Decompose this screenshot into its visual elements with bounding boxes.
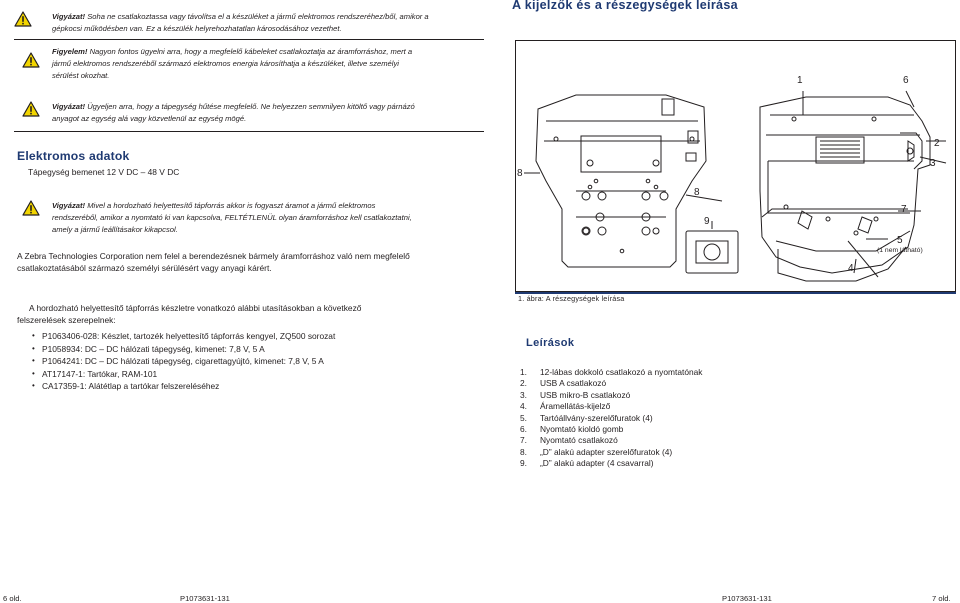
list-item-text: „D” alakú adapter (4 csavarral): [540, 458, 654, 469]
list-item-text: USB A csatlakozó: [540, 378, 607, 389]
list-item-text: USB mikro-B csatlakozó: [540, 389, 631, 400]
list-item: • CA17359-1: Alátétlap a tartókar felszereléséhez: [42, 380, 335, 393]
callout-6: 6: [903, 75, 909, 86]
warning-4: [52, 200, 412, 236]
descriptions-list: [520, 367, 702, 470]
list-item: 6. Nyomtató kioldó gomb: [520, 424, 624, 435]
list-item: 2. USB A csatlakozó: [520, 378, 607, 389]
list-item: 4. Áramellátás-kijelző: [520, 401, 611, 412]
list-item-text: „D” alakú adapter szerelőfuratok (4): [540, 446, 673, 457]
page-number-right: 7 old.: [932, 594, 951, 603]
list-item: 8. „D” alakú adapter szerelőfuratok (4): [520, 446, 673, 457]
warning-body: Ügyeljen arra, hogy a tápegység hűtése megfelelő. Ne helyezzen semmilyen kitöltő vagy párnázó anyagot az egység alá vagy közvetlenül az egység mögé.: [52, 102, 415, 123]
section-heading-descriptions: Leírások: [526, 337, 575, 349]
list-item: • AT17147-1: Tartókar, RAM-101: [42, 368, 335, 381]
list-item-text: Nyomtató csatlakozó: [540, 435, 618, 446]
warning-lead: Figyelem!: [52, 47, 88, 56]
power-supply-spec: Tápegység bemenet 12 V DC – 48 V DC: [28, 167, 180, 177]
warning-body: Soha ne csatlakoztassa vagy távolítsa el a készüléket a jármű elektromos rendszeréhez/ből, amikor a gépkocsi működésben van. Ez a készülék helyrehozhatatlan károsodásához vezethet.: [52, 12, 429, 33]
page-title: A kijelzők és a részegységek leírása: [512, 0, 738, 12]
warning-2: [52, 46, 420, 82]
warning-triangle-icon: [22, 200, 40, 216]
list-item-text: 12-lábas dokkoló csatlakozó a nyomtatónak: [540, 367, 703, 377]
list-item: • P1058934: DC – DC hálózati tápegység, kimenet: 7,8 V, 5 A: [42, 343, 335, 356]
list-item: • P1064241: DC – DC hálózati tápegység, cigarettagyújtó, kimenet: 7,8 V, 5 A: [42, 355, 335, 368]
warning-body: Mivel a hordozható helyettesítő tápforrás akkor is fogyaszt áramot a jármű elektromos rendszeréből, amikor a nyomtató ki van kapcsolva, FELTÉTLENÜL olyan áramforráshoz kell csatlakoztatni, amely a jármű leállításakor kikapcsol.: [52, 201, 412, 234]
list-item: 5. Tartóállvány-szerelőfuratok (4): [520, 412, 653, 423]
list-item-text: Nyomtató kioldó gomb: [540, 424, 624, 435]
callout-2: 2: [934, 138, 940, 149]
zebra-liability-paragraph: A Zebra Technologies Corporation nem felel a berendezésnek bármely áramforráshoz való nem megfelelő csatlakoztatásából származó személyi sérülésért vagy anyagi kárért.: [17, 251, 410, 273]
warning-lead: Vigyázat!: [52, 12, 86, 21]
page-number-left: 6 old.: [3, 594, 22, 603]
figure-caption: 1. ábra: A részegységek leírása: [518, 294, 625, 303]
warning-3: [52, 101, 422, 125]
list-item: 7. Nyomtató csatlakozó: [520, 435, 618, 446]
kit-intro-paragraph: A hordozható helyettesítő tápforrás készletre vonatkozó alábbi utasításokban a következő felszerelések szerepelnek:: [17, 303, 362, 325]
list-item-text: Tartóállvány-szerelőfuratok (4): [540, 412, 653, 423]
callout-3: 3: [930, 158, 936, 169]
callout-5-note: (1 nem látható): [877, 247, 923, 254]
warning-triangle-icon: [22, 52, 40, 68]
warning-triangle-icon: [22, 101, 40, 117]
callout-5: 5: [897, 235, 903, 246]
callout-1: 1: [797, 75, 803, 86]
list-item: • P1063406-028: Készlet, tartozék helyettesítő tápforrás kengyel, ZQ500 sorozat: [42, 330, 335, 343]
callout-4: 4: [848, 263, 854, 274]
callout-7: 7: [901, 204, 907, 215]
list-item-text: Áramellátás-kijelző: [540, 401, 611, 412]
callout-9: 9: [704, 216, 710, 227]
warning-lead: Vigyázat!: [52, 201, 86, 210]
warning-triangle-icon: [14, 11, 32, 27]
list-item: 1. 12-lábas dokkoló csatlakozó a nyomtatónak: [520, 367, 703, 377]
divider: [14, 39, 484, 40]
list-item: 3. USB mikro-B csatlakozó: [520, 389, 631, 400]
warning-lead: Vigyázat!: [52, 102, 86, 111]
divider: [14, 131, 484, 132]
kit-items-list: [42, 330, 335, 393]
warning-body: Nagyon fontos ügyelni arra, hogy a megfelelő kábeleket csatlakoztatja az áramforráshoz, mert a jármű elektromos rendszeréből származó elektromos energia károsíthatja a készüléket, illetve személyi sérülést okozhat.: [52, 47, 413, 80]
callout-8-left: 8: [517, 168, 523, 179]
doc-code-left: P1073631-131: [180, 594, 230, 603]
callout-8-right: 8: [694, 187, 700, 198]
list-item: 9. „D” alakú adapter (4 csavarral): [520, 458, 654, 469]
doc-code-right: P1073631-131: [722, 594, 772, 603]
warning-1: [52, 11, 432, 35]
section-heading-electrical: Elektromos adatok: [17, 149, 130, 163]
